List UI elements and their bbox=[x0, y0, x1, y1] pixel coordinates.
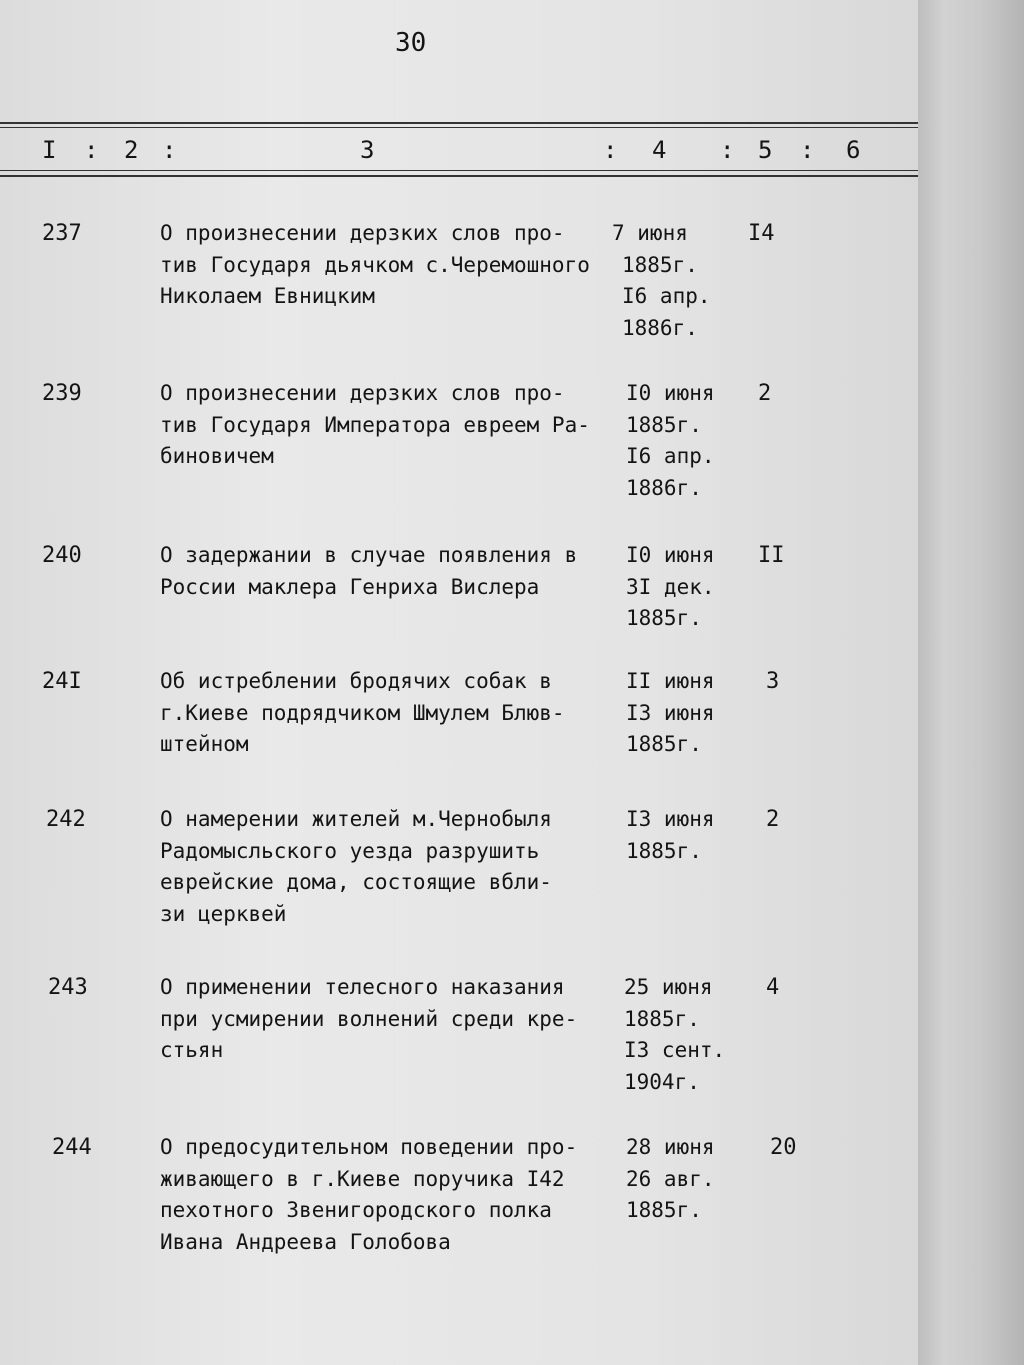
record-dates bbox=[612, 218, 742, 344]
record-number: 240 bbox=[42, 543, 82, 568]
record-date-line: I3 июня bbox=[626, 807, 715, 831]
record-title-line: О задержании в случае появления в bbox=[160, 543, 578, 567]
record-number: 239 bbox=[42, 381, 82, 406]
record-date-line: 28 июня bbox=[626, 1135, 715, 1159]
record-date-line: I6 апр. bbox=[626, 444, 715, 468]
record-date-line: 1885г. bbox=[626, 732, 702, 756]
record-number: 243 bbox=[48, 975, 88, 1000]
record-title-line: О произнесении дерзких слов про- bbox=[160, 381, 565, 405]
record-sheets: 20 bbox=[770, 1135, 797, 1160]
record-dates bbox=[612, 1132, 742, 1227]
record-title-line: живающего в г.Киеве поручика I42 bbox=[160, 1166, 565, 1191]
record-dates bbox=[612, 666, 742, 761]
record-title-line: тив Государя Императора евреем Ра- bbox=[160, 412, 590, 437]
record-date-line: 1885г. bbox=[622, 252, 698, 277]
record-number: 237 bbox=[42, 221, 82, 246]
record-date-line: 1886г. bbox=[622, 315, 698, 340]
column-separator: : bbox=[84, 136, 99, 164]
record-title-line: Ивана Андреева Голобова bbox=[160, 1229, 451, 1254]
column-separator: : bbox=[162, 136, 177, 164]
record-number: 244 bbox=[52, 1135, 92, 1160]
column-header-2: 2 bbox=[124, 136, 139, 164]
record-title bbox=[160, 218, 620, 313]
record-date-line: I3 июня bbox=[626, 700, 715, 725]
record-date-line: 1885г. bbox=[626, 1198, 702, 1222]
record-date-line: I0 июня bbox=[626, 381, 715, 405]
record-number: 24I bbox=[42, 669, 82, 694]
record-title bbox=[160, 972, 620, 1067]
header-rule-bottom-thin bbox=[0, 170, 918, 171]
record-title-line: тив Государя дьячком с.Черемошного bbox=[160, 252, 590, 277]
record-title-line: еврейские дома, состоящие вбли- bbox=[160, 870, 552, 894]
column-header-6: 6 bbox=[846, 136, 861, 164]
column-header-row bbox=[0, 136, 918, 168]
column-header-4: 4 bbox=[652, 136, 667, 164]
record-title-line: пехотного Звенигородского полка bbox=[160, 1198, 552, 1222]
record-title bbox=[160, 666, 620, 761]
record-date-line: 26 авг. bbox=[626, 1166, 715, 1191]
record-date-line: II июня bbox=[626, 669, 715, 693]
record-sheets: I4 bbox=[748, 221, 775, 246]
column-separator: : bbox=[720, 136, 735, 164]
record-title-line: штейном bbox=[160, 732, 249, 756]
record-title bbox=[160, 540, 620, 603]
record-title-line: О намерении жителей м.Чернобыля bbox=[160, 807, 552, 831]
record-date-line: 1885г. bbox=[626, 412, 702, 437]
record-sheets: 2 bbox=[766, 807, 780, 832]
record-date-line: 25 июня bbox=[624, 975, 713, 999]
page-number: 30 bbox=[395, 28, 427, 58]
column-header-3: 3 bbox=[360, 136, 375, 164]
record-title-line: Радомысльского уезда разрушить bbox=[160, 838, 540, 863]
column-header-1: I bbox=[42, 136, 57, 164]
record-title-line: Николаем Евницким bbox=[160, 284, 375, 308]
record-sheets: II bbox=[758, 543, 785, 568]
record-dates bbox=[612, 378, 742, 504]
record-title-line: при усмирении волнений среди кре- bbox=[160, 1006, 578, 1031]
header-rule-top bbox=[0, 122, 918, 124]
record-date-line: 1885г. bbox=[626, 838, 702, 863]
record-title-line: зи церквей bbox=[160, 901, 287, 926]
record-date-line: I6 апр. bbox=[622, 284, 711, 308]
adjacent-page-edge bbox=[918, 0, 1024, 1365]
record-date-line: I0 июня bbox=[626, 543, 715, 567]
record-title-line: Об истреблении бродячих собак в bbox=[160, 669, 552, 693]
record-sheets: 2 bbox=[758, 381, 772, 406]
record-date-line: 7 июня bbox=[612, 221, 688, 245]
record-title-line: биновичем bbox=[160, 444, 274, 468]
header-rule-top-thin bbox=[0, 127, 918, 128]
record-number: 242 bbox=[46, 807, 86, 832]
header-rule-bottom bbox=[0, 175, 918, 177]
record-sheets: 4 bbox=[766, 975, 780, 1000]
record-title-line: О применении телесного наказания bbox=[160, 975, 565, 999]
record-title-line: О произнесении дерзких слов про- bbox=[160, 221, 565, 245]
record-date-line: I3 сент. bbox=[624, 1038, 726, 1062]
record-dates bbox=[612, 972, 742, 1098]
record-sheets: 3 bbox=[766, 669, 780, 694]
column-separator: : bbox=[800, 136, 815, 164]
record-title-line: г.Киеве подрядчиком Шмулем Блюв- bbox=[160, 700, 565, 725]
column-separator: : bbox=[603, 136, 618, 164]
record-title bbox=[160, 378, 620, 473]
record-date-line: 1886г. bbox=[626, 475, 702, 500]
record-date-line: 1904г. bbox=[624, 1069, 700, 1094]
column-header-5: 5 bbox=[758, 136, 773, 164]
record-title bbox=[160, 1132, 620, 1258]
record-dates bbox=[612, 804, 742, 867]
record-title bbox=[160, 804, 620, 930]
record-title-line: России маклера Генриха Вислера bbox=[160, 574, 540, 599]
record-title-line: стьян bbox=[160, 1038, 224, 1062]
record-title-line: О предосудительном поведении про- bbox=[160, 1135, 578, 1159]
record-date-line: 1885г. bbox=[626, 606, 702, 630]
record-dates bbox=[612, 540, 742, 635]
record-date-line: 1885г. bbox=[624, 1006, 700, 1031]
record-date-line: 3I дек. bbox=[626, 574, 715, 599]
